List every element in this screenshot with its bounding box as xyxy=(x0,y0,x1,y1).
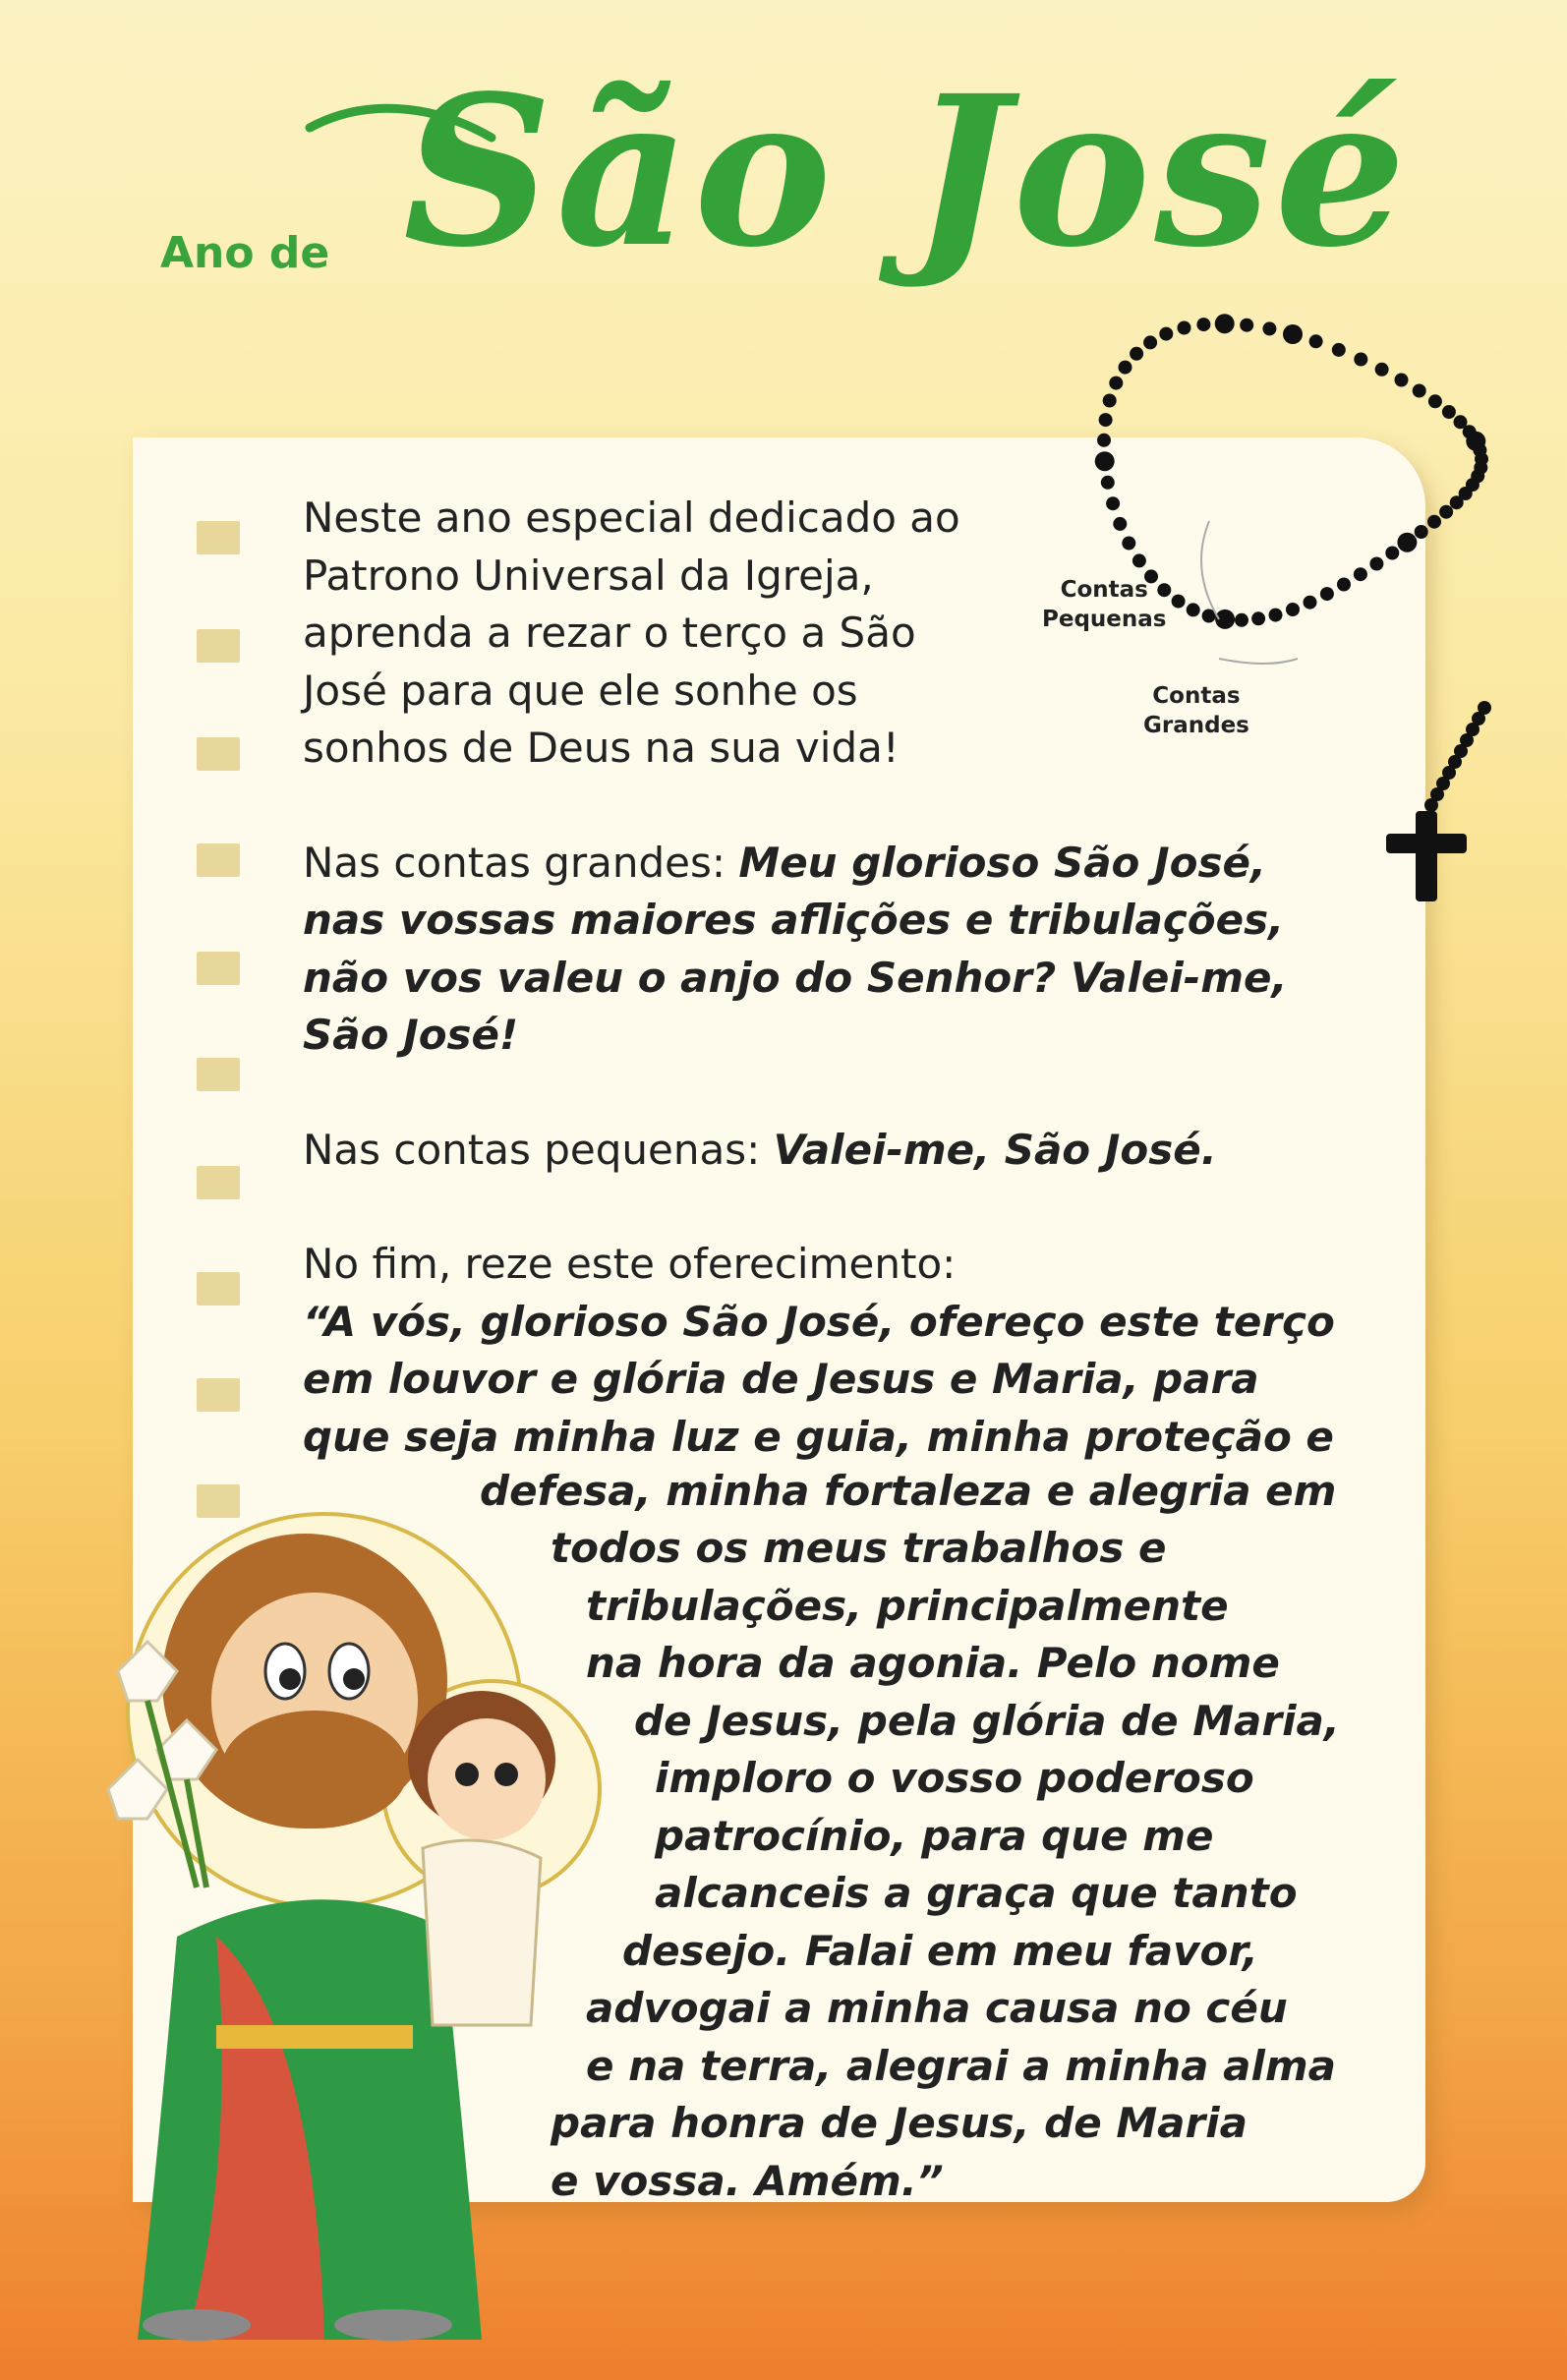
intro-line: Patrono Universal da Igreja, xyxy=(303,551,874,600)
small-bead xyxy=(1442,405,1456,419)
small-bead xyxy=(1354,353,1367,367)
small-bead xyxy=(1143,335,1157,349)
notebook-tab xyxy=(197,521,240,554)
small-bead xyxy=(1262,321,1276,335)
closing-prayer-line: patrocínio, para que me xyxy=(655,1812,1214,1860)
small-bead xyxy=(1130,347,1143,361)
closing-prayer-line: e na terra, alegrai a minha alma xyxy=(586,2042,1336,2090)
notebook-tab xyxy=(197,1166,240,1199)
small-bead xyxy=(1103,394,1117,408)
notebook-tab xyxy=(197,952,240,985)
closing-prayer-line: todos os meus trabalhos e xyxy=(551,1524,1167,1572)
beard xyxy=(221,1711,408,1829)
small-bead xyxy=(1309,334,1323,348)
header-prefix: Ano de xyxy=(160,228,330,278)
small-beads-label: Contas Pequenas xyxy=(1042,577,1167,632)
intro-line: sonhos de Deus na sua vida! xyxy=(303,724,900,772)
closing-prayer-line: de Jesus, pela glória de Maria, xyxy=(634,1697,1340,1745)
large-bead xyxy=(1215,314,1235,333)
notebook-tab xyxy=(197,1272,240,1306)
closing-prayer-line: advogai a minha causa no céu xyxy=(586,1984,1288,2032)
small-bead xyxy=(1196,318,1210,331)
large-beads-prayer: nas vossas maiores aflições e tribulações, xyxy=(303,896,1285,944)
small-bead xyxy=(1178,321,1191,335)
saint-joseph-illustration xyxy=(69,1475,619,2359)
small-bead xyxy=(1159,327,1173,341)
closing-prayer-line: que seja minha luz e guia, minha proteção e xyxy=(303,1412,1334,1461)
closing-prayer-line: defesa, minha fortaleza e alegria em xyxy=(480,1467,1337,1515)
belt xyxy=(216,2025,413,2049)
small-bead xyxy=(1099,413,1113,427)
small-bead xyxy=(1427,515,1441,529)
large-beads-label: Contas Grandes xyxy=(1143,683,1249,738)
closing-instruction: No fim, reze este oferecimento: xyxy=(303,1240,957,1288)
notebook-tab xyxy=(197,737,240,771)
small-bead xyxy=(1415,525,1428,539)
small-bead xyxy=(1097,434,1111,447)
small-beads-label-text: Nas contas pequenas: xyxy=(303,1125,774,1174)
large-beads-prayer: Meu glorioso São José, xyxy=(738,838,1266,887)
large-bead xyxy=(1283,324,1303,344)
closing-prayer-line: “A vós, glorioso São José, ofereço este terço xyxy=(303,1297,1335,1346)
small-bead xyxy=(1119,361,1132,375)
small-beads-prayer: Valei-me, São José. xyxy=(773,1125,1217,1174)
closing-prayer-line: tribulações, principalmente xyxy=(586,1582,1229,1630)
small-bead xyxy=(1450,495,1464,509)
intro-line: aprenda a rezar o terço a São xyxy=(303,609,916,657)
notebook-tab xyxy=(197,1378,240,1412)
large-bead xyxy=(1095,451,1115,471)
pendant-bead xyxy=(1424,798,1438,812)
large-beads-prayer: São José! xyxy=(303,1011,519,1059)
small-bead xyxy=(1109,377,1123,390)
small-bead xyxy=(1428,394,1442,408)
small-bead xyxy=(1439,505,1453,519)
small-bead xyxy=(1101,476,1115,490)
large-beads-label-text: Nas contas grandes: xyxy=(303,838,739,887)
closing-prayer-line: em louvor e glória de Jesus e Maria, para xyxy=(303,1355,1259,1403)
closing-prayer-line: para honra de Jesus, de Maria xyxy=(551,2099,1248,2147)
small-bead xyxy=(1375,363,1389,377)
small-beads-instruction xyxy=(303,1122,1404,1180)
small-bead xyxy=(1413,384,1426,398)
small-bead xyxy=(1240,319,1253,332)
notebook-tab xyxy=(197,843,240,877)
child-face xyxy=(428,1718,546,1840)
small-bead xyxy=(1395,374,1409,387)
prayer-text-block xyxy=(303,490,1404,1466)
header-title: São José xyxy=(403,50,1411,293)
closing-prayer-line: na hora da agonia. Pelo nome xyxy=(586,1639,1280,1687)
notebook-tab xyxy=(197,629,240,663)
intro-line: Neste ano especial dedicado ao xyxy=(303,493,960,542)
closing-prayer-line: desejo. Falai em meu favor, xyxy=(622,1927,1258,1975)
intro-line: José para que ele sonhe os xyxy=(303,666,858,715)
notebook-tab xyxy=(197,1058,240,1091)
large-beads-instruction xyxy=(303,835,1404,893)
large-beads-prayer: não vos valeu o anjo do Senhor? Valei-me, xyxy=(303,953,1288,1002)
closing-prayer-line: imploro o vosso poderoso xyxy=(655,1754,1254,1802)
closing-prayer-line: e vossa. Amém.” xyxy=(551,2157,944,2205)
closing-prayer-line: alcanceis a graça que tanto xyxy=(655,1869,1298,1917)
child-robe xyxy=(423,1840,541,2025)
small-bead xyxy=(1332,343,1346,357)
